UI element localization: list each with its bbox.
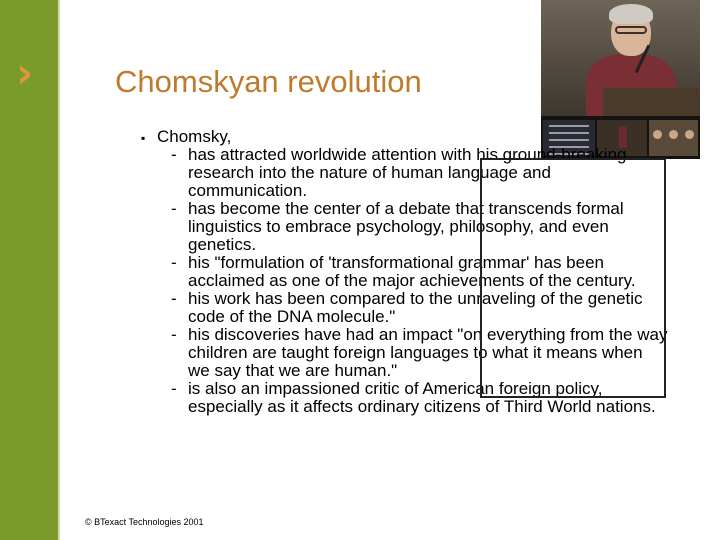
sub-bullet-text: has attracted worldwide attention with his ground-breaking research into the nature of human language and communication. <box>188 145 627 200</box>
dash-marker: - <box>171 199 177 218</box>
copyright-footer: © BTexact Technologies 2001 <box>85 517 204 527</box>
slide-title: Chomskyan revolution <box>115 64 422 99</box>
outline-box <box>480 158 666 398</box>
dash-marker: - <box>171 379 177 398</box>
sub-bullet-text: his work has been compared to the unraveling of the genetic code of the DNA molecule." <box>188 289 643 326</box>
sub-bullet-text: his discoveries have had an impact "on everything from the way children are taught foreign languages to what it means when we say that we are human." <box>188 325 668 380</box>
sub-bullet-text: is also an impassioned critic of American foreign policy, especially as it affects ordinary citizens of Third World nations. <box>188 379 656 416</box>
chevron-right-icon: › <box>16 48 34 97</box>
dash-marker: - <box>171 145 177 164</box>
bullet-item <box>141 128 669 146</box>
dash-marker: - <box>171 289 177 308</box>
square-bullet-icon: ▪ <box>141 131 146 145</box>
dash-marker: - <box>171 325 177 344</box>
bullet-text: Chomsky, <box>157 127 232 146</box>
sub-bullet-text: has become the center of a debate that transcends formal linguistics to embrace psychology, philosophy, and even genetics. <box>188 199 624 254</box>
dash-marker: - <box>171 253 177 272</box>
photo-speaker-at-podium <box>541 0 700 116</box>
sub-bullet-text: his "formulation of 'transformational grammar' has been acclaimed as one of the major achievements of the century. <box>188 253 636 290</box>
